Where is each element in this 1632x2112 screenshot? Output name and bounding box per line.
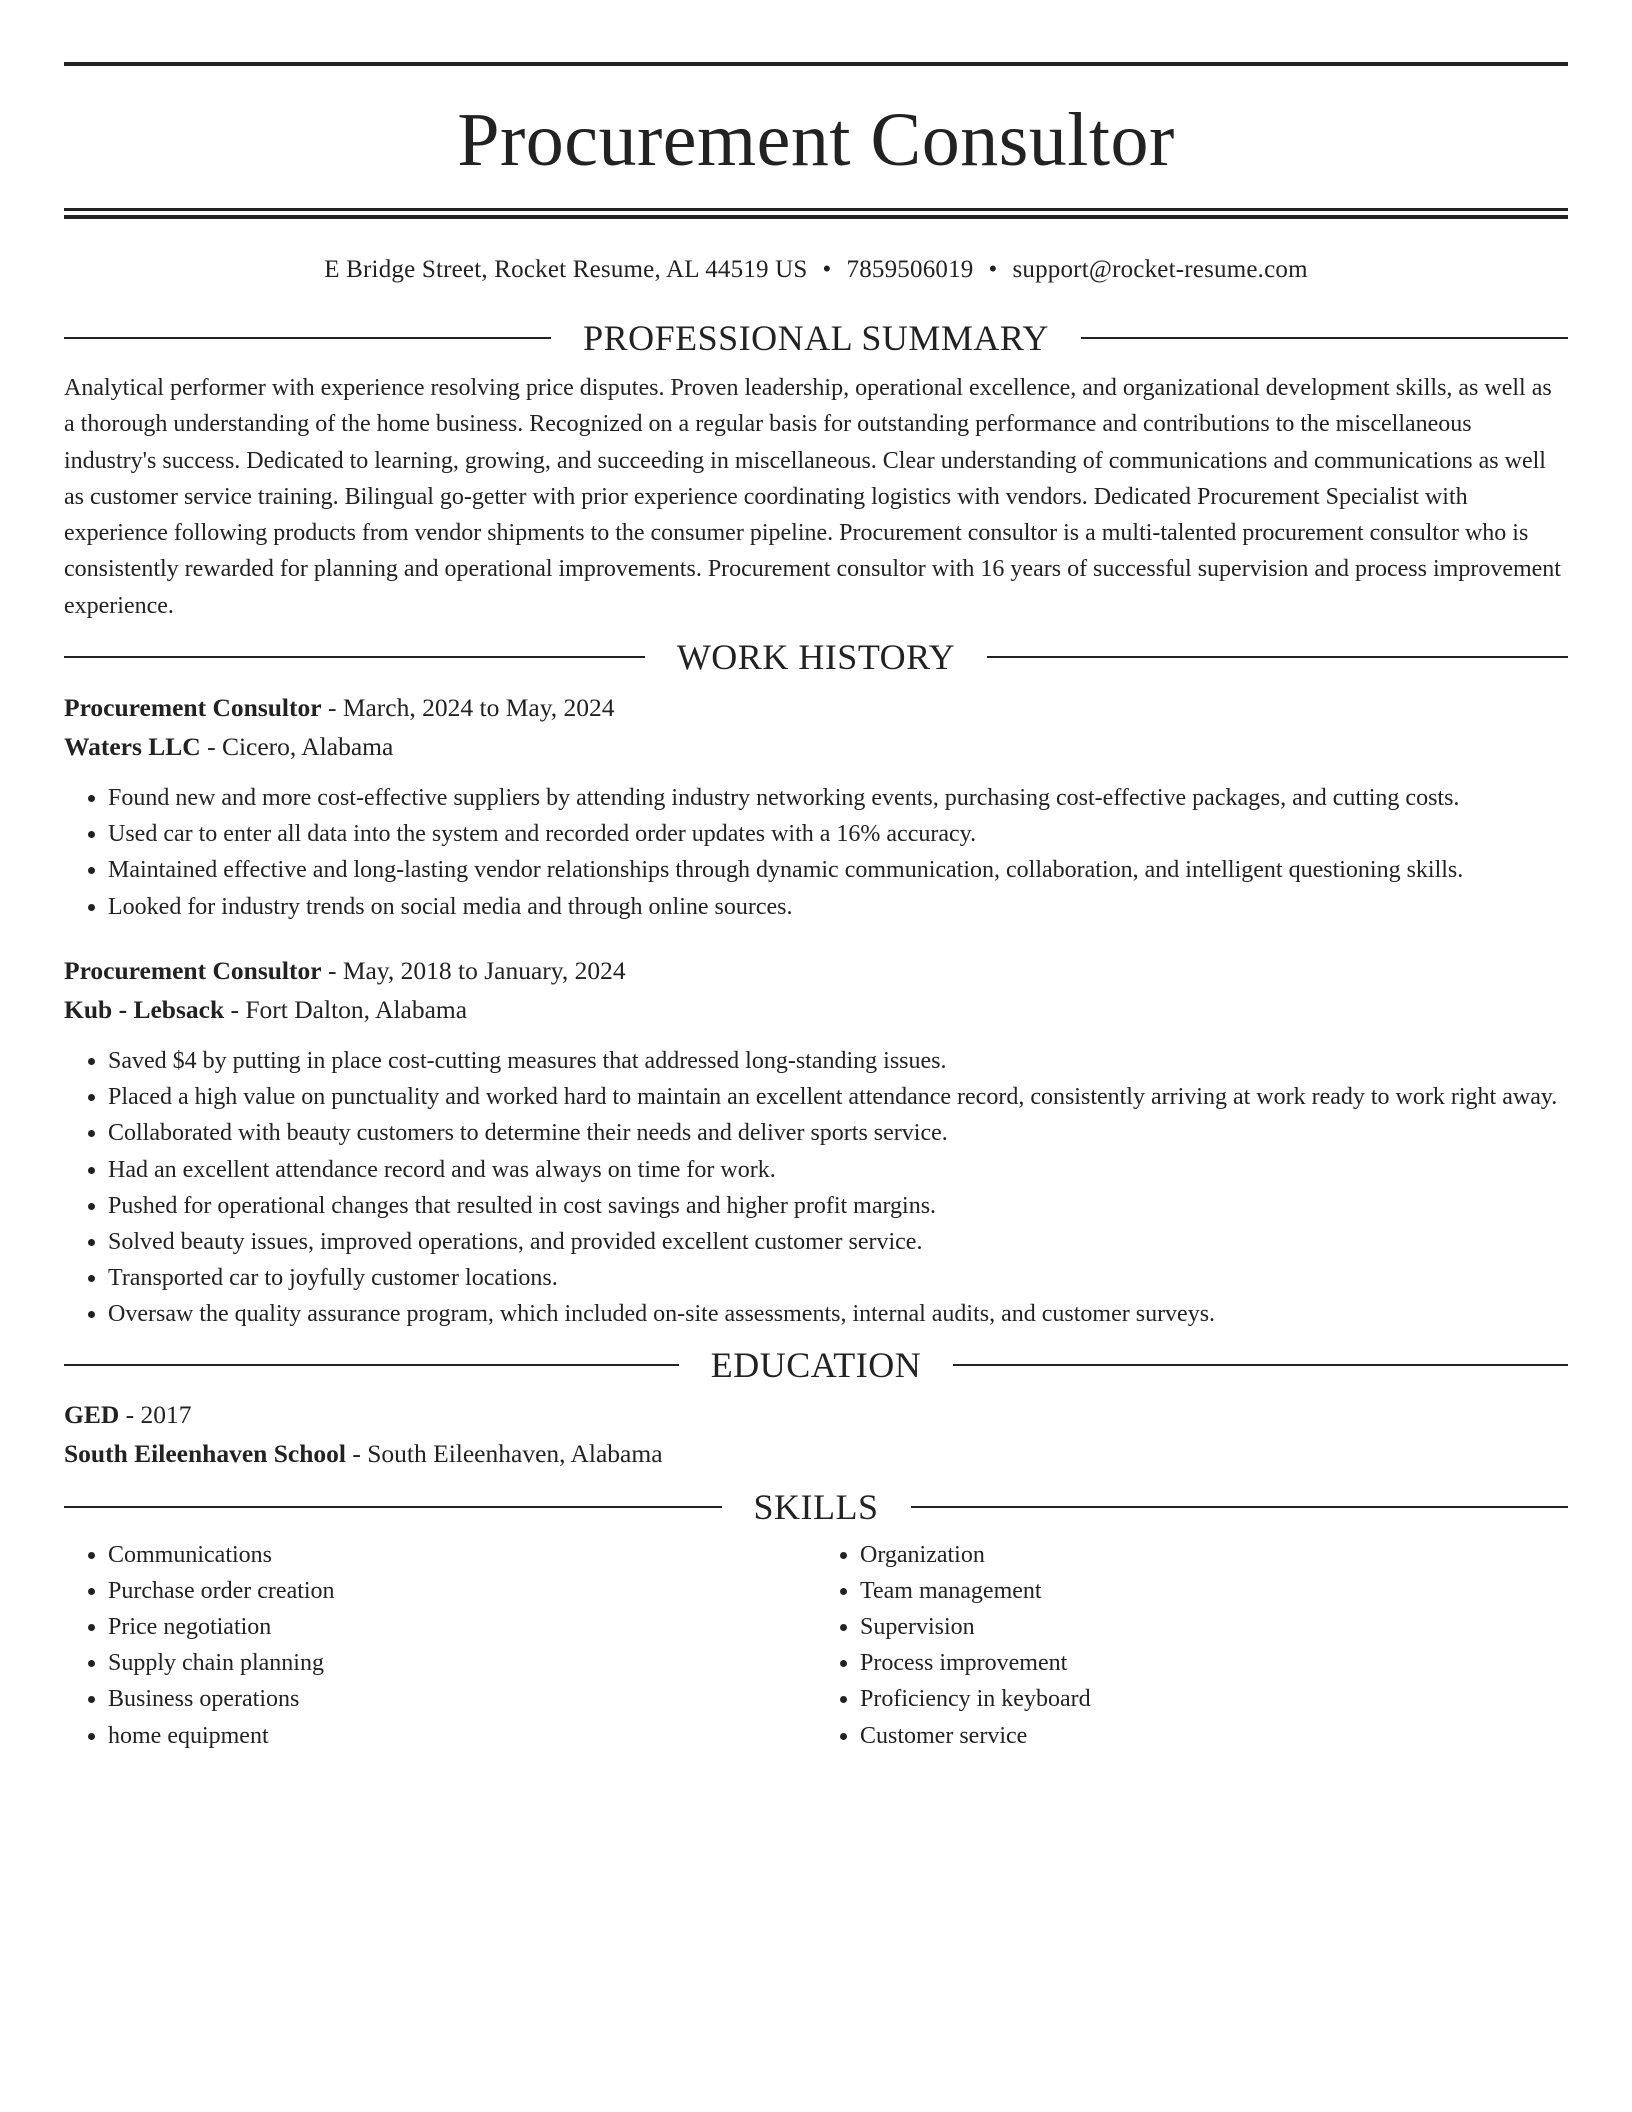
section-rule bbox=[953, 1364, 1568, 1366]
skill-item: • Proficiency in keyboard bbox=[860, 1681, 1568, 1717]
job-title-line bbox=[64, 951, 1568, 990]
contact-address: E Bridge Street, Rocket Resume, AL 44519 US bbox=[324, 256, 808, 283]
section-rule bbox=[64, 656, 645, 658]
list-item: • Looked for industry trends on social media and through online sources. bbox=[108, 889, 1568, 925]
section-title: WORK HISTORY bbox=[676, 637, 956, 678]
section-rule bbox=[64, 1364, 679, 1366]
list-item: • Solved beauty issues, improved operations, and provided excellent customer service. bbox=[108, 1224, 1568, 1260]
section-rule bbox=[64, 1506, 722, 1508]
skills-bullets bbox=[64, 1537, 816, 1754]
list-item: • Transported car to joyfully customer locations. bbox=[108, 1260, 1568, 1296]
job-company: Waters LLC bbox=[64, 732, 201, 762]
list-item: • Had an excellent attendance record and was always on time for work. bbox=[108, 1152, 1568, 1188]
skill-item: • Process improvement bbox=[860, 1645, 1568, 1681]
education-year: - 2017 bbox=[119, 1399, 192, 1429]
skill-item: • home equipment bbox=[108, 1718, 816, 1754]
job-title: Procurement Consultor bbox=[64, 693, 322, 723]
job-location: - Fort Dalton, Alabama bbox=[224, 994, 468, 1024]
skills-bullets bbox=[816, 1537, 1568, 1754]
skills-list bbox=[64, 1537, 1568, 1754]
skill-item: • Communications bbox=[108, 1537, 816, 1573]
section-title: PROFESSIONAL SUMMARY bbox=[583, 318, 1049, 358]
double-rule bbox=[64, 208, 1568, 219]
job-dates: - March, 2024 to May, 2024 bbox=[321, 693, 615, 723]
contact-separator: • bbox=[988, 256, 998, 283]
job-company: Kub - Lebsack bbox=[64, 994, 225, 1024]
education-entry bbox=[64, 1395, 1568, 1473]
list-item: • Used car to enter all data into the system and recorded order updates with a 16% accuracy. bbox=[108, 816, 1568, 852]
education-location: - South Eileenhaven, Alabama bbox=[345, 1438, 663, 1468]
skill-item: • Customer service bbox=[860, 1718, 1568, 1754]
list-item: • Found new and more cost-effective suppliers by attending industry networking events, purchasing cost-effective packages, and cutting costs. bbox=[108, 780, 1568, 816]
job-entry bbox=[64, 688, 1568, 925]
section-header-work bbox=[64, 637, 1568, 678]
job-location: - Cicero, Alabama bbox=[200, 732, 394, 762]
education-school-line bbox=[64, 1434, 1568, 1473]
section-rule bbox=[911, 1506, 1569, 1508]
skill-item: • Supervision bbox=[860, 1609, 1568, 1645]
section-title: EDUCATION bbox=[710, 1344, 922, 1385]
education-degree: GED bbox=[64, 1399, 120, 1429]
section-header-summary bbox=[64, 320, 1568, 356]
job-bullets bbox=[64, 780, 1568, 925]
resume-name: Procurement Consultor bbox=[457, 98, 1175, 182]
section-rule bbox=[64, 337, 551, 339]
section-rule bbox=[1081, 337, 1568, 339]
list-item: • Pushed for operational changes that resulted in cost savings and higher profit margins. bbox=[108, 1188, 1568, 1224]
summary-text: Analytical performer with experience resolving price disputes. Proven leadership, operational excellence, and organizational development skills, as well as a thorough understanding of the home business. Recognized on a regular basis for outstanding performance and contributions to the miscellaneous industry's success. Dedicated to learning, growing, and succeeding in miscellaneous. Clear understanding of communications and communications as well as customer service training. Bilingual go-getter with prior experience coordinating logistics with vendors. Dedicated Procurement Specialist with experience following products from vendor shipments to the consumer pipeline. Procurement consultor is a multi-talented procurement consultor who is consistently rewarded for planning and operational improvements. Procurement consultor with 16 years of successful supervision and process improvement experience. bbox=[64, 375, 1561, 619]
contact-separator: • bbox=[822, 256, 832, 283]
education-school: South Eileenhaven School bbox=[64, 1438, 346, 1468]
contact-line bbox=[64, 219, 1568, 282]
list-item: • Saved $4 by putting in place cost-cutting measures that addressed long-standing issues. bbox=[108, 1043, 1568, 1079]
skill-item: • Price negotiation bbox=[108, 1609, 816, 1645]
job-title-line bbox=[64, 688, 1568, 727]
contact-phone: 7859506019 bbox=[846, 256, 974, 283]
job-title: Procurement Consultor bbox=[64, 955, 322, 985]
skill-item: • Supply chain planning bbox=[108, 1645, 816, 1681]
contact-email: support@rocket-resume.com bbox=[1012, 256, 1308, 283]
section-header-skills bbox=[64, 1486, 1568, 1527]
list-item: • Placed a high value on punctuality and worked hard to maintain an excellent attendance record, consistently arriving at work ready to work right away. bbox=[108, 1079, 1568, 1115]
skills-column-right bbox=[816, 1537, 1568, 1754]
skill-item: • Purchase order creation bbox=[108, 1573, 816, 1609]
job-company-line bbox=[64, 727, 1568, 766]
skill-item: • Organization bbox=[860, 1537, 1568, 1573]
section-title: SKILLS bbox=[753, 1486, 879, 1527]
section-rule bbox=[987, 656, 1568, 658]
section-header-education bbox=[64, 1344, 1568, 1385]
job-bullets bbox=[64, 1043, 1568, 1333]
list-item: • Collaborated with beauty customers to determine their needs and deliver sports service. bbox=[108, 1115, 1568, 1151]
job-dates: - May, 2018 to January, 2024 bbox=[321, 955, 626, 985]
skill-item: • Team management bbox=[860, 1573, 1568, 1609]
list-item: • Maintained effective and long-lasting vendor relationships through dynamic communication, collaboration, and intelligent questioning skills. bbox=[108, 852, 1568, 888]
education-degree-line bbox=[64, 1395, 1568, 1434]
skills-column-left bbox=[64, 1537, 816, 1754]
skill-item: • Business operations bbox=[108, 1681, 816, 1717]
job-entry bbox=[64, 951, 1568, 1333]
job-company-line bbox=[64, 990, 1568, 1029]
list-item: • Oversaw the quality assurance program, which included on-site assessments, internal audits, and customer surveys. bbox=[108, 1296, 1568, 1332]
